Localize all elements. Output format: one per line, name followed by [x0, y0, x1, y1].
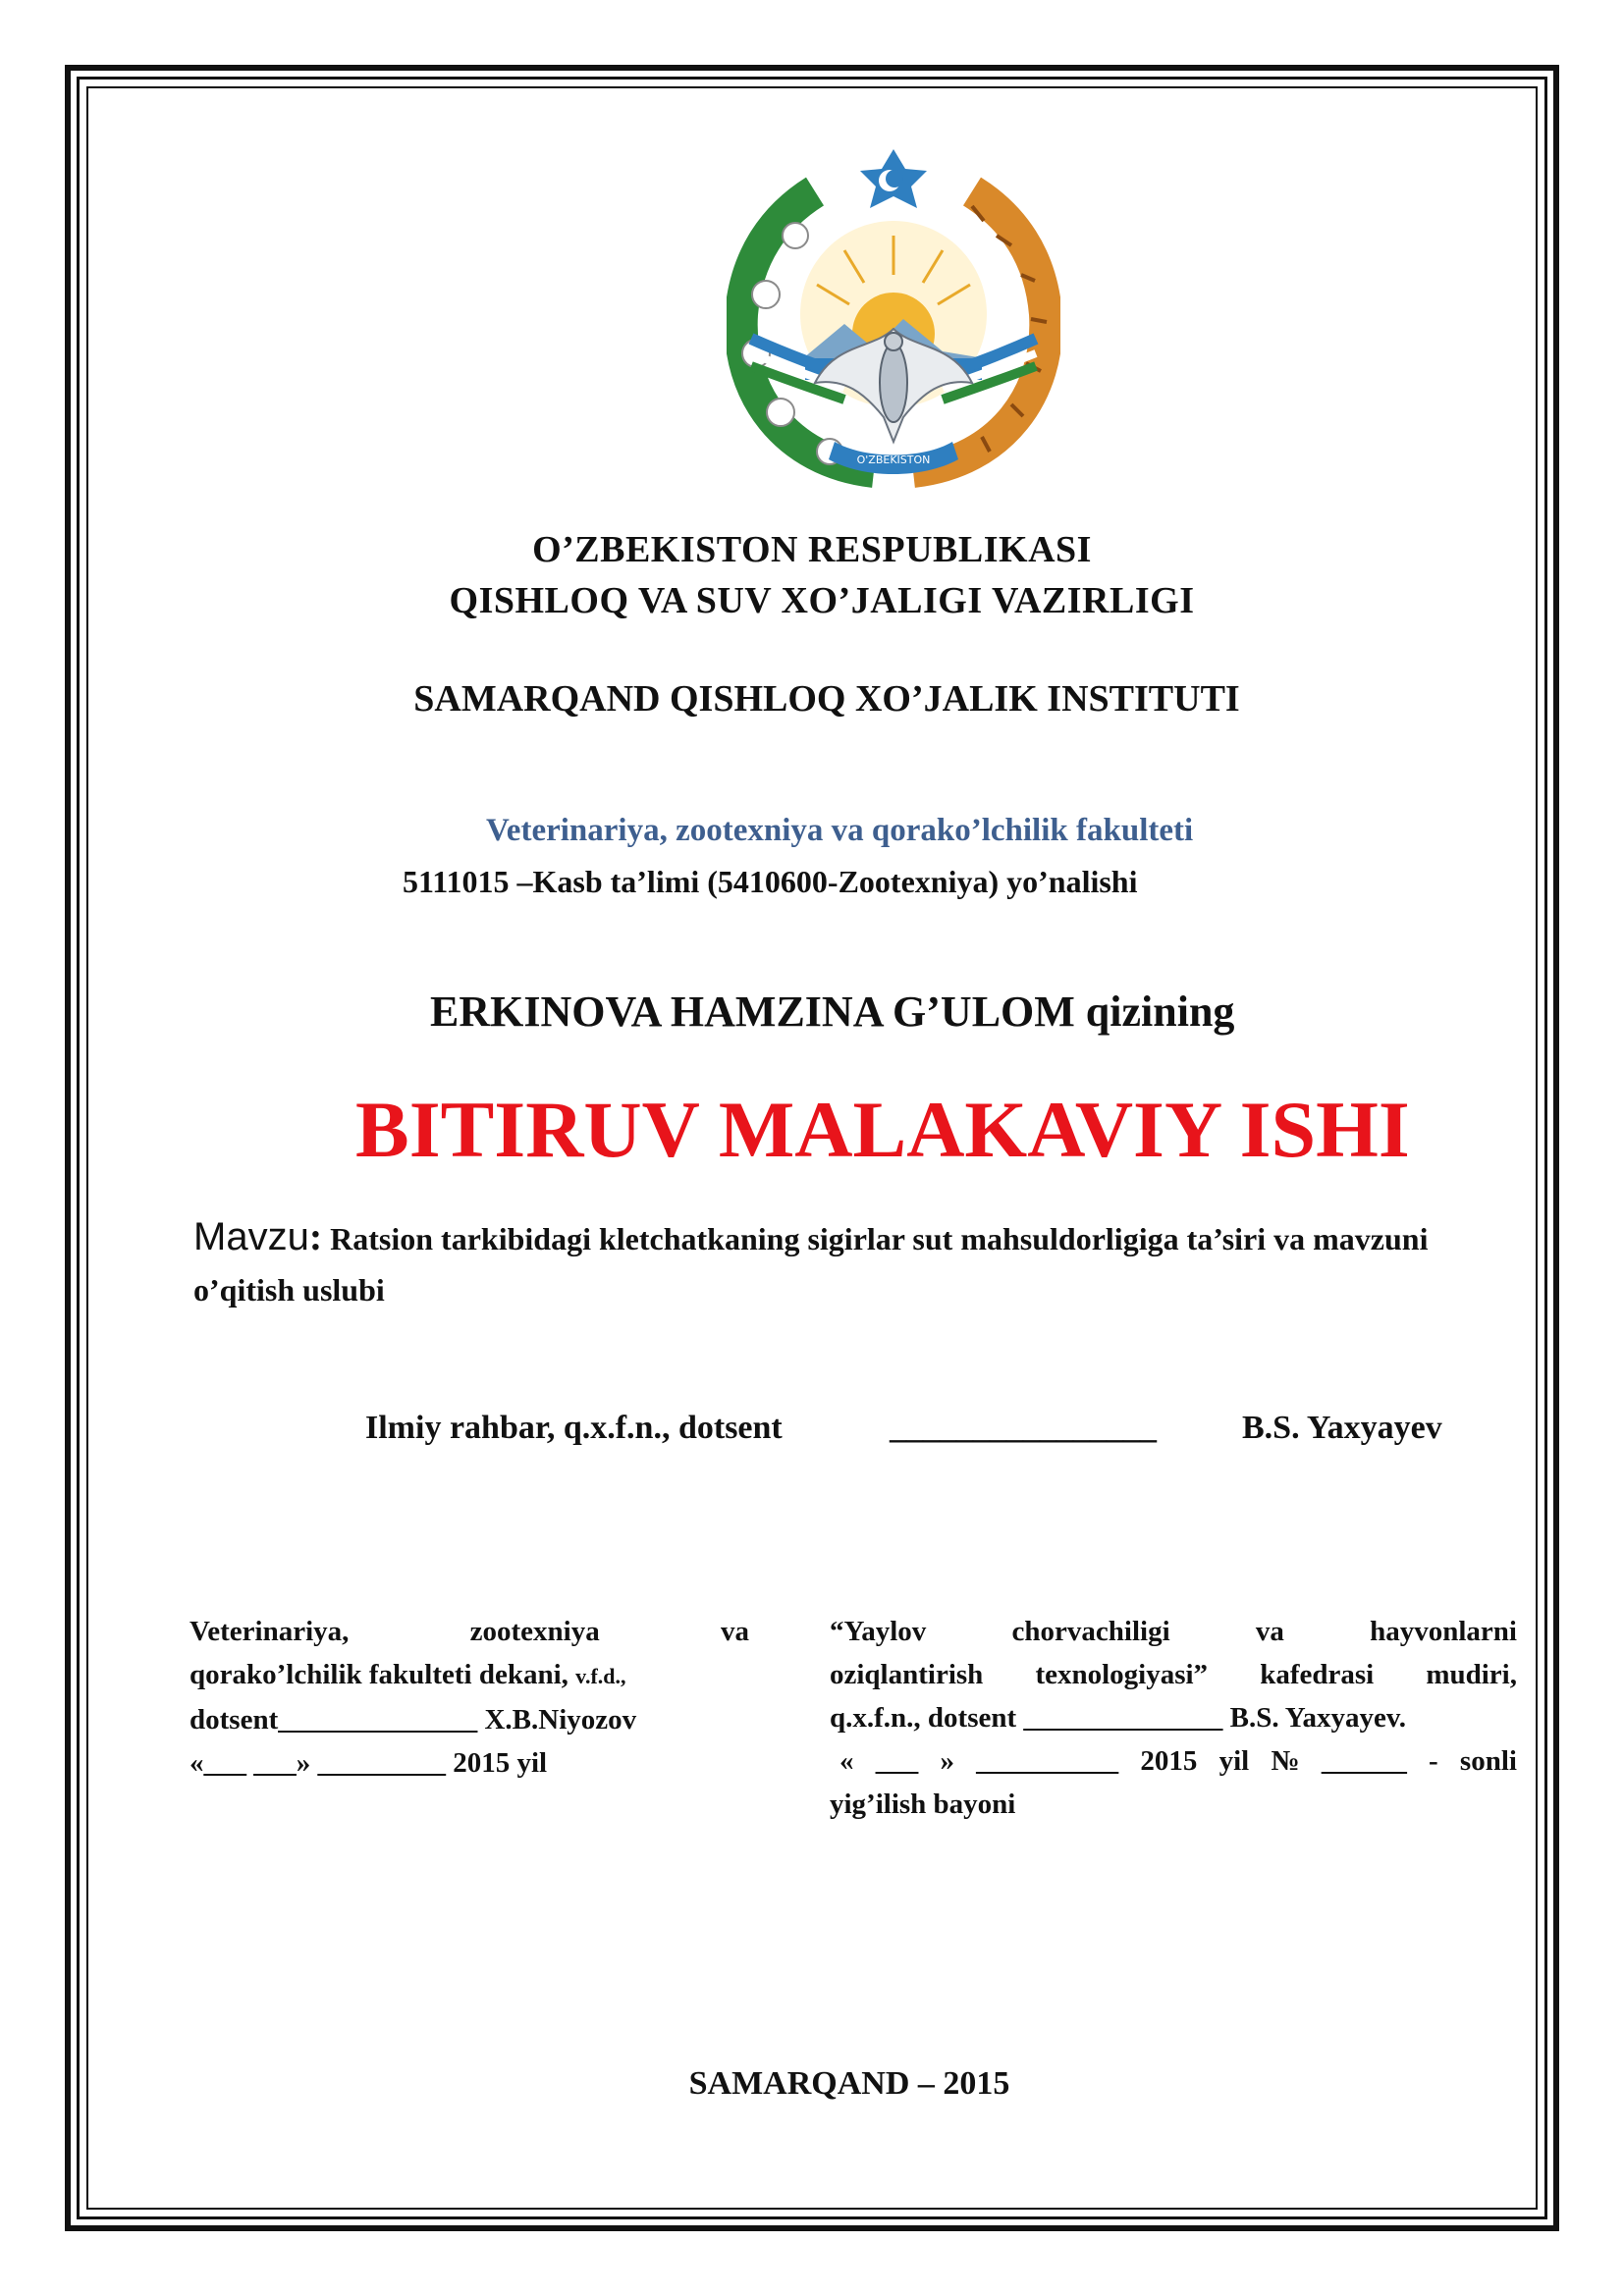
- dean-line-1-word: zootexniya: [469, 1616, 600, 1647]
- head-date-token: 2015: [1140, 1745, 1198, 1777]
- institute-name: SAMARQAND QISHLOQ XO’JALIK INSTITUTI: [413, 678, 1240, 720]
- direction-name: 5111015 –Kasb ta’limi (5410600-Zootexniya) yo’nalishi: [403, 864, 1138, 899]
- work-title: BITIRUV MALAKAVIY ISHI: [355, 1085, 1410, 1174]
- head-line-1-word: hayvonlarni: [1370, 1616, 1517, 1647]
- department-head-block: [830, 1610, 1517, 1826]
- head-date-token: yil: [1218, 1745, 1250, 1777]
- head-date-token: »: [940, 1745, 954, 1777]
- head-date-line: [830, 1739, 1517, 1783]
- dean-approval-block: [189, 1610, 749, 1785]
- head-line-5: yig’ilish bayoni: [830, 1789, 1016, 1820]
- supervisor-signature-blank: ________________: [890, 1410, 1157, 1446]
- emblem-ribbon-text: O'ZBEKISTON: [856, 454, 931, 466]
- head-line-2-word: mudiri,: [1426, 1659, 1517, 1690]
- head-line-1: [830, 1610, 1517, 1653]
- topic-block: [193, 1211, 1529, 1315]
- head-line-2-word: texnologiyasi”: [1035, 1659, 1209, 1690]
- dean-line-2: [189, 1653, 749, 1698]
- head-date-token: ___: [875, 1745, 919, 1777]
- head-date-token: №: [1271, 1745, 1300, 1777]
- topic-text: Ratsion tarkibidagi kletchatkaning sigirlar sut mahsuldorligiga ta’siri va mavzuni o’qitish uslubi: [193, 1221, 1429, 1308]
- topic-label: Mavzu: [193, 1215, 309, 1258]
- faculty-name: Veterinariya, zootexniya va qorako’lchilik fakulteti: [486, 813, 1194, 848]
- head-date-token: -: [1429, 1745, 1438, 1777]
- dean-date-line: «___ ___» _________ 2015 yil: [189, 1747, 548, 1779]
- student-name: ERKINOVA HAMZINA G’ULOM qizining: [430, 988, 1235, 1036]
- uzbekistan-coat-of-arms-icon: [727, 147, 1060, 501]
- head-date-token: sonli: [1459, 1745, 1517, 1777]
- head-line-1-word: “Yaylov: [830, 1616, 927, 1647]
- head-line-2-word: oziqlantirish: [830, 1659, 984, 1690]
- topic-colon: :: [308, 1214, 323, 1258]
- supervisor-role: Ilmiy rahbar, q.x.f.n., dotsent: [365, 1410, 783, 1446]
- head-date-token: «: [839, 1745, 854, 1777]
- head-line-2: [830, 1653, 1517, 1696]
- dean-line-1: [189, 1610, 749, 1653]
- head-line-1-word: va: [1255, 1616, 1284, 1647]
- head-date-token: __________: [976, 1745, 1119, 1777]
- republic-name: O’ZBEKISTON RESPUBLIKASI: [532, 529, 1092, 570]
- dean-line-1-word: Veterinariya,: [189, 1616, 350, 1647]
- head-line-2-word: kafedrasi: [1260, 1659, 1375, 1690]
- dean-line-3: dotsent______________ X.B.Niyozov: [189, 1704, 637, 1735]
- head-date-token: ______: [1321, 1745, 1407, 1777]
- dean-degree: v.f.d.,: [575, 1664, 626, 1688]
- head-line-3: q.x.f.n., dotsent ______________ B.S. Yaxyayev.: [830, 1702, 1407, 1734]
- dean-title: qorako’lchilik fakulteti dekani,: [189, 1659, 568, 1690]
- ministry-name: QISHLOQ VA SUV XO’JALIGI VAZIRLIGI: [449, 580, 1195, 621]
- dean-line-1-word: va: [720, 1616, 749, 1647]
- supervisor-line: [365, 1410, 1485, 1447]
- city-year: SAMARQAND – 2015: [688, 2065, 1010, 2102]
- head-line-1-word: chorvachiligi: [1011, 1616, 1170, 1647]
- supervisor-name: B.S. Yaxyayev: [1242, 1410, 1442, 1446]
